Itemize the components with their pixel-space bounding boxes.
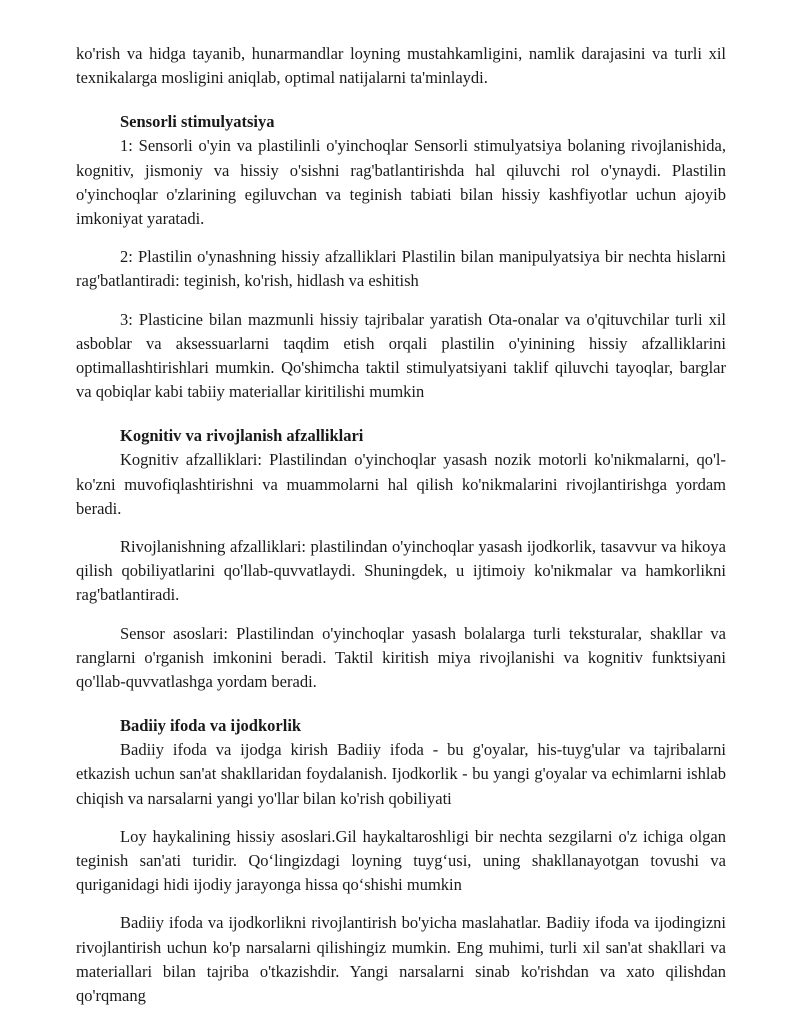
intro-continuation: ko'rish va hidga tayanib, hunarmandlar loyning mustahkamligini, namlik darajasini va turli xil texnikalarga mosligini aniqlab, optimal natijalarni ta'minlaydi. [76, 44, 726, 88]
document-page [76, 42, 726, 1008]
paragraph-badiiy-2: Loy haykalining hissiy asoslari.Gil haykaltaroshligi bir nechta sezgilarni o'z ichiga olgan teginish san'ati turidir. Qo‘lingizdagi loyning tuyg‘usi, uning shakllanayotgan tovushi va quriganidagi hidi ijodiy jarayonga hissa qo‘shishi mumkin [76, 826, 726, 895]
paragraph-badiiy-3: Badiiy ifoda va ijodkorlikni rivojlantirish bo'yicha maslahatlar. Badiiy ifoda va ijodingizni rivojlantirish uchun ko'p narsalarni qilishingiz mumkin. Eng muhimi, turli xil san'at shakllari va materiallari bilan tajriba o'tkazishdir. Yangi narsalarni sinab ko'rishdan va xato qilishdan qo'rqmang [76, 913, 726, 1006]
paragraph-sensorli-3: 3: Plasticine bilan mazmunli hissiy tajribalar yaratish Ota-onalar va o'qituvchilar turli xil asboblar va aksessuarlarni taqdim etish orqali plastilin o'yinining hissiy afzalliklarini optimallashtirishlari mumkin. Qo'shimcha taktil stimulyatsiyani taklif qiluvchi tayoqlar, barglar va qobiqlar kabi tabiiy materiallar kiritilishi mumkin [76, 309, 726, 402]
paragraph-badiiy-1: Badiiy ifoda va ijodga kirish Badiiy ifoda - bu g'oyalar, his-tuyg'ular va tajribalarni etkazish uchun san'at shakllaridan foydalanish. Ijodkorlik - bu yangi g'oyalar va echimlarni ishlab chiqish va narsalarni yangi yo'llar bilan ko'rish qobiliyati [76, 740, 726, 808]
paragraph-kognitiv-2: Rivojlanishning afzalliklari: plastilindan o'yinchoqlar yasash ijodkorlik, tasavvur va hikoya qilish qobiliyatlarini qo'llab-quvvatlaydi. Shuningdek, u ijtimoiy ko'nikmalar va hamkorlikni rag'batlantiradi. [76, 537, 726, 605]
paragraph-kognitiv-3: Sensor asoslari: Plastilindan o'yinchoqlar yasash bolalarga turli teksturalar, shakllar va ranglarni o'rganish imkonini beradi. Taktil kiritish miya rivojlanishi va kognitiv funktsiyani qo'llab-quvvatlashga yordam beradi. [76, 623, 726, 692]
heading-badiiy-ifoda: Badiiy ifoda va ijodkorlik [120, 716, 302, 736]
paragraph-kognitiv-1: Kognitiv afzalliklari: Plastilindan o'yinchoqlar yasash nozik motorli ko'nikmalarni, qo'l-ko'zni muvofiqlashtirishni va muammolarni hal qilish ko'nikmalarini rivojlantirishga yordam beradi. [76, 450, 726, 518]
heading-kognitiv: Kognitiv va rivojlanish afzalliklari [120, 426, 364, 446]
paragraph-sensorli-2: 2: Plastilin o'ynashning hissiy afzalliklari Plastilin bilan manipulyatsiya bir nechta hislarni rag'batlantiradi: teginish, ko'rish, hidlash va eshitish [76, 247, 726, 291]
heading-sensorli-stimulyatsiya: Sensorli stimulyatsiya [120, 112, 275, 132]
paragraph-sensorli-1: 1: Sensorli o'yin va plastilinli o'yinchoqlar Sensorli stimulyatsiya bolaning rivojlanishida, kognitiv, jismoniy va hissiy o'sishni rag'batlantirishda hal qiluvchi rol o'ynaydi. Plastilin o'yinchoqlar o'zlarining egiluvchan va teginish tabiati bilan hissiy kashfiyotlar uchun ajoyib imkoniyat yaratadi. [76, 136, 726, 229]
